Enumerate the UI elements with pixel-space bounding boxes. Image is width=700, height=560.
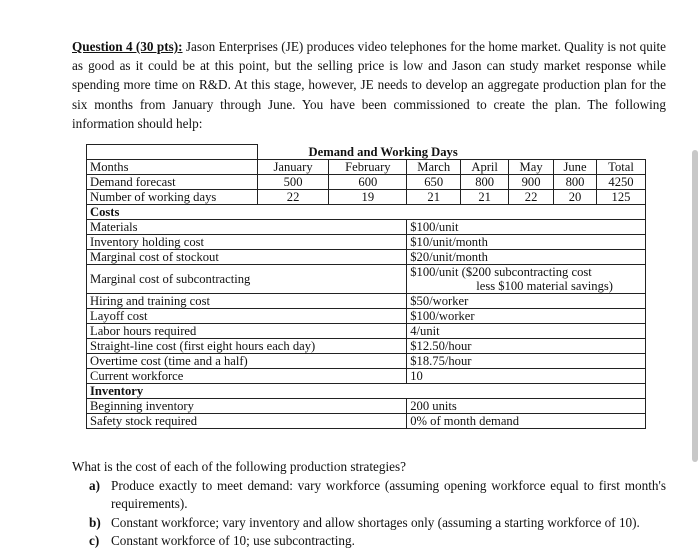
table-cell: 900 <box>509 174 554 189</box>
cost-value-line: $100/unit ($200 subcontracting cost <box>410 264 592 279</box>
cost-label: Layoff cost <box>87 308 407 323</box>
table-title: Demand and Working Days <box>257 145 508 160</box>
cost-value: $50/worker <box>407 293 646 308</box>
demand-forecast-row <box>87 174 646 189</box>
inventory-value: 200 units <box>407 398 646 413</box>
cost-label: Marginal cost of stockout <box>87 249 407 264</box>
costs-heading: Costs <box>87 204 646 219</box>
cost-value-line: less $100 material savings) <box>476 278 613 293</box>
question-heading: Question 4 (30 pts): <box>72 39 183 54</box>
cost-label: Marginal cost of subcontracting <box>87 264 407 293</box>
list-item <box>89 514 666 533</box>
cost-value: $10/unit/month <box>407 234 646 249</box>
cost-label: Materials <box>87 219 407 234</box>
cost-row <box>87 249 646 264</box>
question-text: Jason Enterprises (JE) produces video telephones for the home market. Quality is not quite as good as it could be at this point, but the selling price is low and Jason can study market response while spending more time on R&D. At this stage, however, JE needs to develop an aggregate production plan for the six months from January through June. You have been commissioned to create the plan. The following information should help: <box>72 39 667 131</box>
item-label: c) <box>89 533 100 548</box>
cost-value: $100/worker <box>407 308 646 323</box>
cost-value: $20/unit/month <box>407 249 646 264</box>
table-header-cell: Total <box>597 159 646 174</box>
table-cell: 21 <box>407 189 461 204</box>
item-text: Produce exactly to meet demand: vary workforce (assuming opening workforce equal to first month's requirements). <box>111 477 666 511</box>
inventory-row <box>87 413 646 428</box>
item-text: Constant workforce; vary inventory and allow shortages only (assuming a starting workforce of 10). <box>111 514 640 530</box>
demand-working-days-table <box>86 144 646 429</box>
cost-row <box>87 264 646 293</box>
cost-row <box>87 338 646 353</box>
scrollbar[interactable] <box>692 150 698 462</box>
cost-value: 4/unit <box>407 323 646 338</box>
table-cell: 800 <box>554 174 597 189</box>
table-header-cell: June <box>554 159 597 174</box>
inventory-value: 0% of month demand <box>407 413 646 428</box>
cost-value: $100/unit <box>407 219 646 234</box>
table-cell: 20 <box>554 189 597 204</box>
table-cell: Demand forecast <box>87 174 258 189</box>
inventory-row <box>87 398 646 413</box>
cost-row <box>87 219 646 234</box>
table-cell: 650 <box>407 174 461 189</box>
cost-row <box>87 368 646 383</box>
cost-row <box>87 308 646 323</box>
table-header-row <box>87 159 646 174</box>
table-cell: 19 <box>329 189 407 204</box>
cost-label: Inventory holding cost <box>87 234 407 249</box>
table-cell: 800 <box>461 174 509 189</box>
cost-value: $12.50/hour <box>407 338 646 353</box>
cost-row <box>87 293 646 308</box>
inventory-heading: Inventory <box>87 383 646 398</box>
inventory-label: Beginning inventory <box>87 398 407 413</box>
cost-label: Current workforce <box>87 368 407 383</box>
cost-row <box>87 234 646 249</box>
question-parts <box>72 458 666 551</box>
strategy-list <box>72 477 666 551</box>
inventory-heading-row <box>87 383 646 398</box>
table-cell: 500 <box>257 174 329 189</box>
table-cell: 22 <box>509 189 554 204</box>
cost-label: Overtime cost (time and a half) <box>87 353 407 368</box>
item-text: Constant workforce of 10; use subcontracting. <box>111 533 355 548</box>
cost-label: Straight-line cost (first eight hours each day) <box>87 338 407 353</box>
table-cell: 22 <box>257 189 329 204</box>
table-cell: 4250 <box>597 174 646 189</box>
table-header-cell: Months <box>87 159 258 174</box>
list-item <box>89 477 666 514</box>
table-header-cell: January <box>257 159 329 174</box>
table-cell: 600 <box>329 174 407 189</box>
costs-heading-row <box>87 204 646 219</box>
table-header-cell: May <box>509 159 554 174</box>
table-header-cell: February <box>329 159 407 174</box>
cost-row <box>87 353 646 368</box>
cost-value: $18.75/hour <box>407 353 646 368</box>
question-intro <box>72 37 666 133</box>
question-prompt: What is the cost of each of the following production strategies? <box>72 459 406 474</box>
item-label: a) <box>89 477 100 493</box>
working-days-row <box>87 189 646 204</box>
table-cell: Number of working days <box>87 189 258 204</box>
item-label: b) <box>89 514 101 530</box>
table-header-cell: April <box>461 159 509 174</box>
table-cell: 21 <box>461 189 509 204</box>
table-header-cell: March <box>407 159 461 174</box>
inventory-label: Safety stock required <box>87 413 407 428</box>
cost-label: Labor hours required <box>87 323 407 338</box>
table-cell: 125 <box>597 189 646 204</box>
cost-value <box>407 264 646 293</box>
cost-value: 10 <box>407 368 646 383</box>
list-item <box>89 532 666 551</box>
cost-row <box>87 323 646 338</box>
cost-label: Hiring and training cost <box>87 293 407 308</box>
